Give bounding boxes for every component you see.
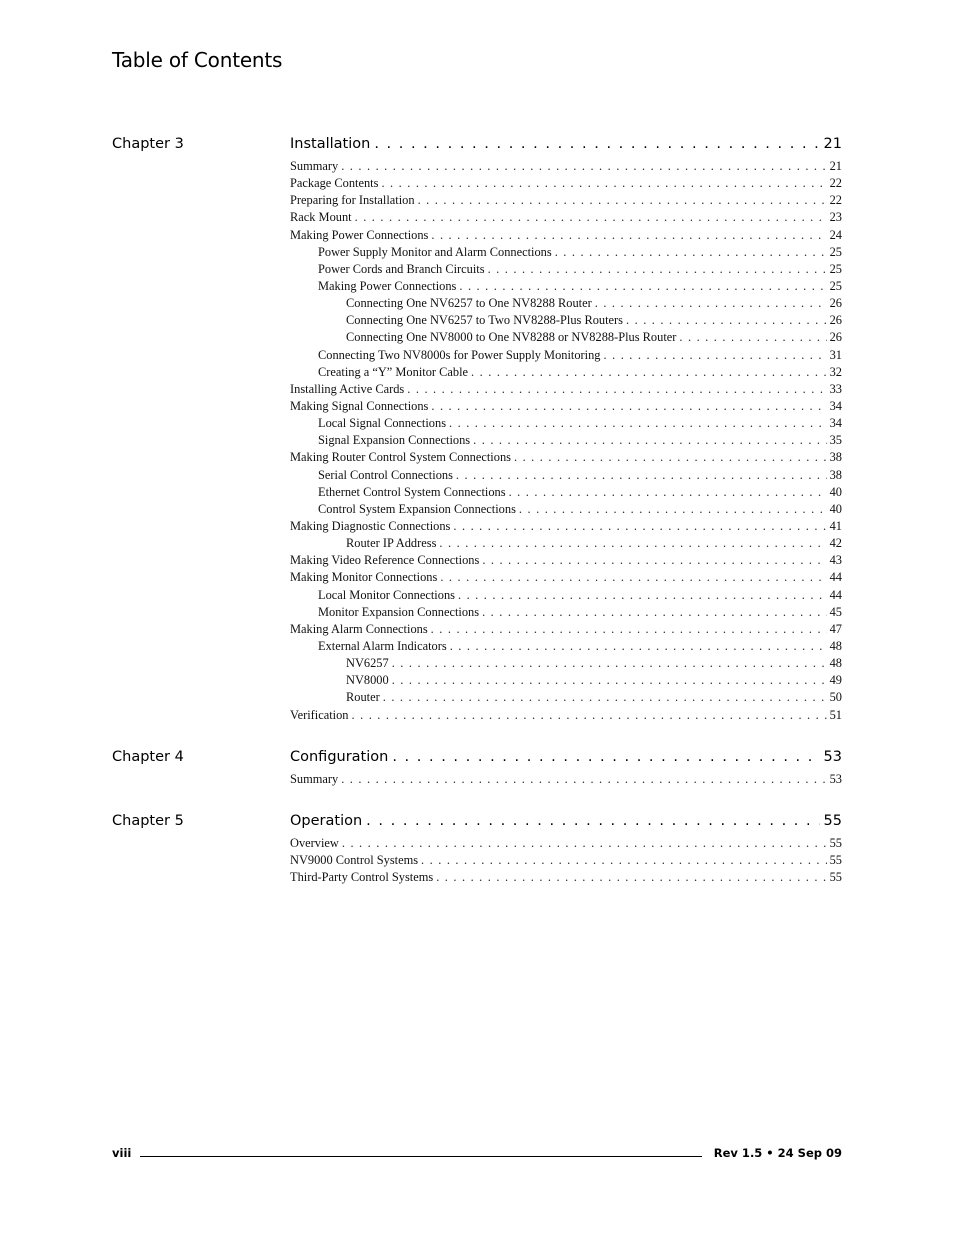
toc-entry[interactable] bbox=[290, 468, 842, 485]
toc-entry-page: 53 bbox=[829, 772, 842, 786]
dot-leader bbox=[450, 639, 827, 654]
dot-leader bbox=[471, 365, 827, 380]
chapter-label: Chapter 5 bbox=[112, 813, 184, 829]
dot-leader bbox=[488, 262, 827, 277]
dot-leader bbox=[626, 313, 827, 328]
toc-entry-page: 44 bbox=[829, 570, 842, 585]
toc-entry-title: Ethernet Control System Connections bbox=[318, 484, 506, 499]
dot-leader bbox=[342, 836, 827, 851]
toc-entry-title: Overview bbox=[290, 836, 339, 850]
toc-entry-title: Power Supply Monitor and Alarm Connections bbox=[318, 244, 552, 259]
dot-leader bbox=[431, 622, 827, 637]
toc-entry-page: 33 bbox=[829, 381, 842, 396]
toc-entry-page: 41 bbox=[829, 518, 842, 533]
toc-entry-title: Making Alarm Connections bbox=[290, 621, 428, 636]
toc-entry-page: 55 bbox=[829, 853, 842, 868]
dot-leader bbox=[407, 382, 826, 397]
page-title: Table of Contents bbox=[112, 48, 283, 72]
chapter-page: 53 bbox=[823, 749, 842, 765]
dot-leader bbox=[352, 708, 827, 723]
toc-entry[interactable] bbox=[290, 296, 842, 313]
toc-entry[interactable] bbox=[290, 656, 842, 673]
toc-entry[interactable] bbox=[290, 836, 842, 853]
dot-leader bbox=[449, 416, 827, 431]
chapter-title: Configuration bbox=[290, 749, 389, 765]
toc-entry[interactable] bbox=[290, 399, 842, 416]
toc-entry-page: 22 bbox=[829, 176, 842, 191]
toc-entry[interactable] bbox=[290, 159, 842, 176]
dot-leader bbox=[440, 570, 826, 585]
chapter-heading-link[interactable] bbox=[290, 813, 842, 833]
toc-entry-title: Connecting One NV8000 to One NV8288 or NV8288-Plus Router bbox=[346, 330, 677, 345]
toc-entry-page: 51 bbox=[829, 707, 842, 722]
dot-leader bbox=[679, 330, 826, 345]
toc-entry-title: Making Signal Connections bbox=[290, 398, 429, 413]
dot-leader bbox=[341, 159, 826, 174]
toc-entry[interactable] bbox=[290, 536, 842, 553]
dot-leader bbox=[459, 279, 826, 294]
toc-entry-title: NV6257 bbox=[346, 656, 389, 671]
toc-entry[interactable] bbox=[290, 690, 842, 707]
toc-entry[interactable] bbox=[290, 382, 842, 399]
dot-leader bbox=[458, 588, 827, 603]
dot-leader bbox=[355, 210, 827, 225]
toc-entry[interactable] bbox=[290, 502, 842, 519]
toc-entry-title: Power Cords and Branch Circuits bbox=[318, 261, 485, 276]
toc-entry-title: Connecting Two NV8000s for Power Supply Monitoring bbox=[318, 347, 601, 362]
dot-leader bbox=[374, 136, 819, 152]
toc-entry[interactable] bbox=[290, 588, 842, 605]
toc-entry[interactable] bbox=[290, 228, 842, 245]
toc-entry-page: 25 bbox=[829, 278, 842, 293]
chapter-page: 21 bbox=[823, 136, 842, 152]
toc-entry-page: 31 bbox=[829, 347, 842, 362]
toc-entry-title: External Alarm Indicators bbox=[318, 638, 447, 653]
toc-entry-title: Rack Mount bbox=[290, 210, 352, 225]
chapter-label: Chapter 4 bbox=[112, 749, 184, 765]
toc-entry-page: 48 bbox=[829, 638, 842, 653]
dot-leader bbox=[482, 553, 826, 568]
toc-entry-title: Making Monitor Connections bbox=[290, 570, 438, 585]
toc-entry[interactable] bbox=[290, 433, 842, 450]
toc-entry-title: Creating a “Y” Monitor Cable bbox=[318, 364, 469, 379]
toc-entry-page: 40 bbox=[829, 484, 842, 499]
toc-entry-page: 22 bbox=[829, 193, 842, 208]
toc-entry-title: Making Video Reference Connections bbox=[290, 553, 480, 568]
toc-entry-title: Making Diagnostic Connections bbox=[290, 518, 451, 533]
toc-entry-title: Connecting One NV6257 to Two NV8288-Plus Routers bbox=[346, 313, 623, 328]
dot-leader bbox=[366, 813, 819, 829]
toc-entry[interactable] bbox=[290, 279, 842, 296]
toc-entry-page: 38 bbox=[829, 467, 842, 482]
toc-entry-title: Making Router Control System Connections bbox=[290, 450, 511, 465]
toc-entry-page: 43 bbox=[829, 553, 842, 568]
toc-entry-title: Summary bbox=[290, 772, 339, 786]
toc-entry-page: 26 bbox=[829, 313, 842, 328]
dot-leader bbox=[595, 296, 827, 311]
toc-entry[interactable] bbox=[290, 708, 842, 725]
toc-entry[interactable] bbox=[290, 176, 842, 193]
toc-entry[interactable] bbox=[290, 348, 842, 365]
toc-entry-title: Package Contents bbox=[290, 176, 379, 191]
toc-entry[interactable] bbox=[290, 193, 842, 210]
toc-entry[interactable] bbox=[290, 485, 842, 502]
toc-entry-page: 42 bbox=[829, 536, 842, 551]
toc-entry-page: 24 bbox=[829, 227, 842, 242]
chapter-heading-link[interactable] bbox=[290, 749, 842, 769]
dot-leader bbox=[431, 228, 826, 243]
toc-entry-page: 47 bbox=[829, 621, 842, 636]
toc-entry-page: 45 bbox=[829, 604, 842, 619]
toc-entry-page: 35 bbox=[829, 433, 842, 448]
dot-leader bbox=[381, 176, 826, 191]
dot-leader bbox=[519, 502, 827, 517]
toc-entry[interactable] bbox=[290, 450, 842, 467]
chapter-page: 55 bbox=[823, 813, 842, 829]
chapter-title: Operation bbox=[290, 813, 363, 829]
dot-leader bbox=[604, 348, 827, 363]
toc-entry-page: 55 bbox=[829, 870, 842, 885]
toc-entry-title: Control System Expansion Connections bbox=[318, 501, 516, 516]
toc-entry-page: 40 bbox=[829, 501, 842, 516]
dot-leader bbox=[439, 536, 826, 551]
toc-entry-list bbox=[290, 836, 842, 887]
dot-leader bbox=[453, 519, 826, 534]
dot-leader bbox=[431, 399, 826, 414]
toc-entry-page: 48 bbox=[829, 656, 842, 671]
footer-page-number: viii bbox=[112, 1146, 132, 1160]
chapter-title: Installation bbox=[290, 136, 371, 152]
toc-entry-page: 50 bbox=[829, 690, 842, 705]
toc-entry-title: Preparing for Installation bbox=[290, 193, 415, 208]
toc-entry-page: 34 bbox=[829, 398, 842, 413]
toc-entry-title: Connecting One NV6257 to One NV8288 Router bbox=[346, 296, 592, 311]
toc-entry[interactable] bbox=[290, 365, 842, 382]
chapter-label: Chapter 3 bbox=[112, 136, 184, 152]
footer-revision: Rev 1.5 • 24 Sep 09 bbox=[713, 1146, 842, 1160]
dot-leader bbox=[392, 656, 827, 671]
toc-entry-title: Serial Control Connections bbox=[318, 467, 453, 482]
toc-entry-title: Installing Active Cards bbox=[290, 381, 405, 396]
toc-entry[interactable] bbox=[290, 772, 842, 789]
dot-leader bbox=[482, 605, 827, 620]
toc-entry-list bbox=[290, 159, 842, 725]
toc-entry-title: Local Signal Connections bbox=[318, 416, 447, 431]
dot-leader bbox=[421, 853, 827, 868]
toc-entry[interactable] bbox=[290, 853, 842, 870]
dot-leader bbox=[473, 433, 826, 448]
toc-entry-page: 38 bbox=[829, 450, 842, 465]
toc-entry-title: Making Power Connections bbox=[290, 227, 429, 242]
toc-entry-list bbox=[290, 772, 842, 789]
toc-entry[interactable] bbox=[290, 330, 842, 347]
toc-entry-page: 25 bbox=[829, 261, 842, 276]
toc-entry-title: NV9000 Control Systems bbox=[290, 853, 419, 868]
toc-entry-page: 49 bbox=[829, 673, 842, 688]
dot-leader bbox=[456, 468, 827, 483]
dot-leader bbox=[555, 245, 827, 260]
toc-entry[interactable] bbox=[290, 570, 842, 587]
toc-entry-title: Signal Expansion Connections bbox=[318, 433, 471, 448]
toc-entry-page: 44 bbox=[829, 587, 842, 602]
toc-entry[interactable] bbox=[290, 870, 842, 887]
toc-entry-title: Verification bbox=[290, 707, 349, 722]
toc-entry[interactable] bbox=[290, 639, 842, 656]
dot-leader bbox=[392, 749, 819, 765]
toc-entry-page: 32 bbox=[829, 364, 842, 379]
toc-entry[interactable] bbox=[290, 210, 842, 227]
chapter-heading-link[interactable] bbox=[290, 136, 842, 156]
toc-entry-page: 25 bbox=[829, 244, 842, 259]
toc-entry-title: Router IP Address bbox=[346, 536, 437, 551]
toc-entry-title: Router bbox=[346, 690, 380, 705]
toc-entry[interactable] bbox=[290, 622, 842, 639]
dot-leader bbox=[418, 193, 827, 208]
toc-entry[interactable] bbox=[290, 673, 842, 690]
toc-entry-page: 55 bbox=[829, 836, 842, 850]
footer-divider bbox=[140, 1156, 702, 1157]
toc-entry-page: 34 bbox=[829, 416, 842, 431]
toc-entry[interactable] bbox=[290, 245, 842, 262]
toc-entry[interactable] bbox=[290, 519, 842, 536]
toc-entry-page: 26 bbox=[829, 330, 842, 345]
toc-entry[interactable] bbox=[290, 416, 842, 433]
toc-entry-title: NV8000 bbox=[346, 673, 389, 688]
toc-entry-page: 21 bbox=[829, 159, 842, 173]
toc-entry-title: Third-Party Control Systems bbox=[290, 870, 434, 885]
toc-entry[interactable] bbox=[290, 262, 842, 279]
dot-leader bbox=[509, 485, 827, 500]
toc-entry-page: 23 bbox=[829, 210, 842, 225]
toc-entry[interactable] bbox=[290, 605, 842, 622]
toc-entry[interactable] bbox=[290, 553, 842, 570]
dot-leader bbox=[514, 450, 827, 465]
dot-leader bbox=[341, 772, 826, 787]
dot-leader bbox=[383, 690, 827, 705]
toc-entry-title: Monitor Expansion Connections bbox=[318, 604, 480, 619]
toc-entry[interactable] bbox=[290, 313, 842, 330]
dot-leader bbox=[436, 870, 826, 885]
toc-entry-title: Summary bbox=[290, 159, 339, 173]
dot-leader bbox=[392, 673, 827, 688]
toc-entry-page: 26 bbox=[829, 296, 842, 311]
toc-entry-title: Local Monitor Connections bbox=[318, 587, 455, 602]
toc-entry-title: Making Power Connections bbox=[318, 278, 457, 293]
